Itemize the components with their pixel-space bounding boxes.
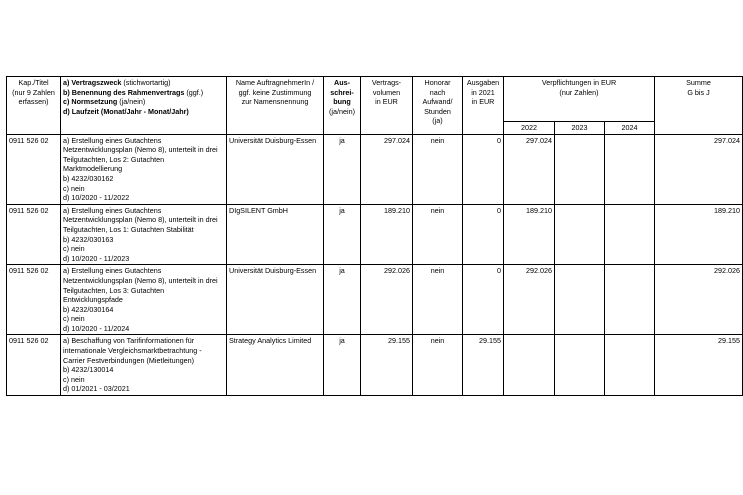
header-year-2023: 2023 xyxy=(555,122,605,135)
header-summe: Summe G bis J xyxy=(655,77,743,135)
cell-ausschreibung: ja xyxy=(324,204,361,265)
cell-volumen: 189.210 xyxy=(361,204,413,265)
cell-ausschreibung: ja xyxy=(324,265,361,335)
header-ausschreibung: Aus- schrei- bung (ja/nein) xyxy=(324,77,361,135)
cell-kap: 0911 526 02 xyxy=(7,335,61,396)
cell-2022: 297.024 xyxy=(504,134,555,204)
cell-zweck: a) Erstellung eines Gutachtens Netzentwicklungsplan (Nemo 8), unterteilt in drei Teilgutachten, Los 1: Gutachten Stabilität b) 4232/030163 c) nein d) 10/2020 - 11/2023 xyxy=(61,204,227,265)
cell-honorar: nein xyxy=(413,134,463,204)
header-ausgaben: Ausgaben in 2021 in EUR xyxy=(463,77,504,135)
cell-kap: 0911 526 02 xyxy=(7,204,61,265)
cell-honorar: nein xyxy=(413,265,463,335)
cell-2023 xyxy=(555,335,605,396)
cell-ausgaben: 0 xyxy=(463,134,504,204)
cell-summe: 189.210 xyxy=(655,204,743,265)
cell-auftragnehmer: Universität Duisburg-Essen xyxy=(227,265,324,335)
table-row xyxy=(7,134,743,204)
cell-zweck: a) Beschaffung von Tarifinformationen für internationale Vergleichsmarktbetrachtung - Carrier Festverbindungen (Mietleitungen) b) 4232/130014 c) nein d) 01/2021 - 03/2021 xyxy=(61,335,227,396)
header-honorar: Honorar nach Aufwand/ Stunden (ja) xyxy=(413,77,463,135)
cell-summe: 297.024 xyxy=(655,134,743,204)
header-year-2024: 2024 xyxy=(605,122,655,135)
header-vertragszweck: a) Vertragszweck (stichwortartig) b) Benennung des Rahmenvertrags (ggf.) c) Normsetzung (ja/nein) d) Laufzeit (Monat/Jahr - Monat/Jahr) xyxy=(61,77,227,135)
cell-volumen: 29.155 xyxy=(361,335,413,396)
cell-ausgaben: 0 xyxy=(463,204,504,265)
cell-auftragnehmer: Strategy Analytics Limited xyxy=(227,335,324,396)
cell-ausgaben: 0 xyxy=(463,265,504,335)
cell-zweck: a) Erstellung eines Gutachtens Netzentwicklungsplan (Nemo 8), unterteilt in drei Teilgutachten, Los 3: Gutachten Entwicklungspfade b) 4232/030164 c) nein d) 10/2020 - 11/2024 xyxy=(61,265,227,335)
cell-honorar: nein xyxy=(413,204,463,265)
cell-2022: 189.210 xyxy=(504,204,555,265)
header-year-2022: 2022 xyxy=(504,122,555,135)
table-row xyxy=(7,335,743,396)
header-verpflichtungen: Verpflichtungen in EUR (nur Zahlen) xyxy=(504,77,655,122)
cell-honorar: nein xyxy=(413,335,463,396)
cell-2024 xyxy=(605,134,655,204)
cell-auftragnehmer: Universität Duisburg-Essen xyxy=(227,134,324,204)
header-auftragnehmer: Name AuftragnehmerIn / ggf. keine Zustimmung zur Namensnennung xyxy=(227,77,324,135)
cell-auftragnehmer: DIgSILENT GmbH xyxy=(227,204,324,265)
cell-summe: 29.155 xyxy=(655,335,743,396)
table-row xyxy=(7,265,743,335)
cell-summe: 292.026 xyxy=(655,265,743,335)
contracts-table xyxy=(6,76,743,396)
cell-2022 xyxy=(504,335,555,396)
cell-2022: 292.026 xyxy=(504,265,555,335)
cell-volumen: 292.026 xyxy=(361,265,413,335)
cell-ausschreibung: ja xyxy=(324,335,361,396)
cell-kap: 0911 526 02 xyxy=(7,134,61,204)
cell-ausschreibung: ja xyxy=(324,134,361,204)
table-row xyxy=(7,204,743,265)
cell-2023 xyxy=(555,134,605,204)
cell-2024 xyxy=(605,265,655,335)
cell-zweck: a) Erstellung eines Gutachtens Netzentwicklungsplan (Nemo 8), unterteilt in drei Teilgutachten, Los 2: Gutachten Marktmodellierung b) 4232/030162 c) nein d) 10/2020 - 11/2022 xyxy=(61,134,227,204)
cell-2023 xyxy=(555,204,605,265)
cell-2023 xyxy=(555,265,605,335)
cell-volumen: 297.024 xyxy=(361,134,413,204)
cell-2024 xyxy=(605,204,655,265)
header-row xyxy=(7,77,743,122)
cell-2024 xyxy=(605,335,655,396)
cell-kap: 0911 526 02 xyxy=(7,265,61,335)
cell-ausgaben: 29.155 xyxy=(463,335,504,396)
header-kap-titel: Kap./Titel (nur 9 Zahlen erfassen) xyxy=(7,77,61,135)
header-vertragsvolumen: Vertrags- volumen in EUR xyxy=(361,77,413,135)
